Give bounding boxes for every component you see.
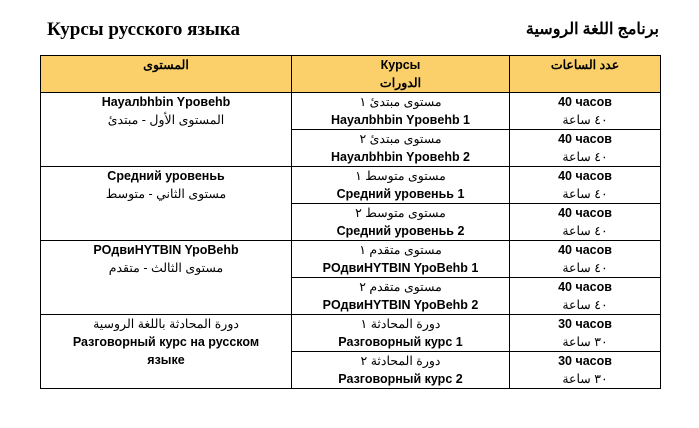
course-name-ru: РOдвиHYTBIN YpoBehb 2 — [322, 298, 479, 312]
hours-ar: ٤٠ ساعة — [562, 113, 608, 127]
level-name-ar: مستوى الثالث - متقدم — [108, 261, 224, 275]
level-cell — [41, 93, 292, 167]
hours-ar: ٤٠ ساعة — [562, 224, 608, 238]
hours-ru: 40 часов — [558, 280, 612, 294]
column-header-courses-ar: الدورات — [379, 76, 422, 90]
hours-cell — [510, 204, 661, 241]
level-name-ar: المستوى الأول - مبتدئ — [107, 113, 225, 127]
hours-cell — [510, 278, 661, 315]
hours-ru: 30 часов — [558, 354, 612, 368]
column-header-hours: عدد الساعات — [510, 56, 661, 93]
level-name-ru: Средний уровеньь — [107, 169, 225, 183]
level-name-ru: РOдвиHYTBIN YpoBehb — [93, 243, 239, 257]
course-name-ru: Hayaлbhbin Yровehb 2 — [330, 150, 471, 164]
hours-ru: 40 часов — [558, 243, 612, 257]
page-title-russian: Курсы русского языка — [47, 19, 240, 40]
hours-cell — [510, 352, 661, 389]
hours-ar: ٤٠ ساعة — [562, 298, 608, 312]
level-cell — [41, 315, 292, 389]
course-name-ar: دورة المحادثة ٢ — [360, 354, 441, 368]
hours-ru: 30 часов — [558, 317, 612, 331]
page-title-arabic: برنامج اللغة الروسية — [525, 21, 659, 38]
hours-ar: ٤٠ ساعة — [562, 187, 608, 201]
level-name-ru-continued: языке — [147, 353, 185, 367]
course-name-ru: РOдвиHYTBIN YpoBehb 1 — [322, 261, 479, 275]
course-name-ar: مستوى متقدم ١ — [359, 243, 442, 257]
hours-cell — [510, 241, 661, 278]
column-header-courses-ru: Курсы — [380, 58, 421, 72]
hours-cell — [510, 130, 661, 167]
course-name-ru: Средний уровеньь 2 — [336, 224, 465, 238]
course-name-ar: مستوى متوسط ٢ — [355, 206, 446, 220]
course-cell — [292, 93, 510, 130]
hours-ar: ٤٠ ساعة — [562, 261, 608, 275]
course-name-ru: Разговорный курс 1 — [338, 335, 463, 349]
level-cell — [41, 167, 292, 241]
course-name-ar: مستوى مبتدئ ١ — [359, 95, 442, 109]
course-name-ar: دورة المحادثة ١ — [360, 317, 441, 331]
course-cell — [292, 241, 510, 278]
hours-cell — [510, 167, 661, 204]
hours-ar: ٤٠ ساعة — [562, 150, 608, 164]
level-name-ru: Hayaлbhbin Yровehb — [101, 95, 231, 109]
column-header-level: المستوى — [41, 56, 292, 93]
hours-ru: 40 часов — [558, 206, 612, 220]
course-cell — [292, 130, 510, 167]
course-cell — [292, 315, 510, 352]
course-name-ru: Средний уровеньь 1 — [336, 187, 465, 201]
course-name-ar: مستوى مبتدئ ٢ — [359, 132, 442, 146]
hours-ru: 40 часов — [558, 95, 612, 109]
hours-cell — [510, 93, 661, 130]
hours-ar: ٣٠ ساعة — [562, 372, 608, 386]
course-cell — [292, 278, 510, 315]
course-cell — [292, 167, 510, 204]
level-name-ru: Разговорный курс на русском — [72, 335, 260, 349]
level-cell — [41, 241, 292, 315]
column-header-courses — [292, 56, 510, 93]
course-name-ar: مستوى متقدم ٢ — [359, 280, 442, 294]
course-name-ar: مستوى متوسط ١ — [355, 169, 446, 183]
hours-ru: 40 часов — [558, 132, 612, 146]
hours-ar: ٣٠ ساعة — [562, 335, 608, 349]
hours-cell — [510, 315, 661, 352]
table-row — [41, 241, 661, 278]
course-cell — [292, 204, 510, 241]
table-row — [41, 93, 661, 130]
table-row — [41, 167, 661, 204]
table-header-row — [41, 56, 661, 93]
course-name-ru: Разговорный курс 2 — [338, 372, 463, 386]
course-cell — [292, 352, 510, 389]
table-row — [41, 315, 661, 352]
courses-table — [40, 55, 661, 389]
hours-ru: 40 часов — [558, 169, 612, 183]
level-name-ar: مستوى الثاني - متوسط — [105, 187, 227, 201]
course-name-ru: Hayaлbhbin Yровehb 1 — [330, 113, 471, 127]
level-name-ar: دورة المحادثة باللغة الروسية — [93, 317, 239, 331]
